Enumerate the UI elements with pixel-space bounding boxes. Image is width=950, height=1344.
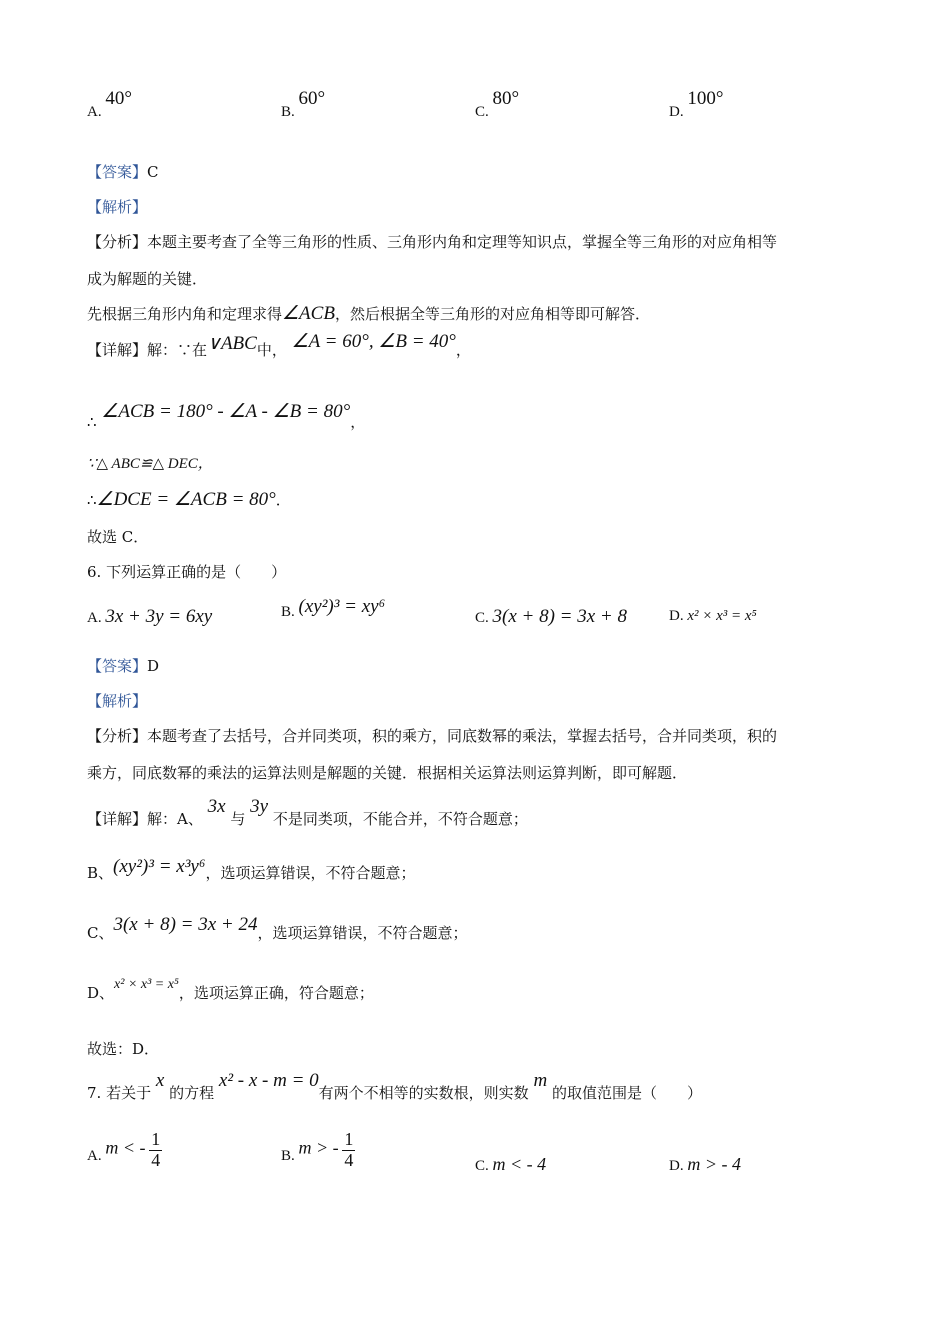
detail-text: 中， — [256, 341, 287, 359]
q5-fenxi-line2: 成为解题的关键． — [87, 270, 208, 288]
option-value: 40° — [105, 88, 132, 109]
q7-option-b — [281, 1130, 355, 1171]
math-expr: x² - x - m = 0 — [218, 1070, 319, 1091]
q7-option-a — [87, 1130, 162, 1171]
therefore-symbol: ∴ — [87, 491, 97, 509]
q6-option-c — [475, 606, 627, 628]
option-value: m > - 4 — [687, 1154, 741, 1174]
q6-stem: 6. 下列运算正确的是（ ） — [87, 563, 287, 581]
math-expr: ∠A = 60°, ∠B = 40° — [291, 331, 456, 352]
q5-fenxi-line1 — [87, 231, 777, 252]
math-expr: m — [533, 1070, 548, 1091]
option-value: 60° — [298, 88, 326, 109]
q5-analysis-tag: 【解析】 — [87, 198, 148, 216]
q5-option-c — [475, 88, 520, 122]
option-label: B. — [281, 104, 295, 120]
detail-text: ，选项运算正确，符合题意； — [178, 984, 374, 1002]
fenxi-text: ，然后根据全等三角形的对应角相等即可解答． — [334, 305, 650, 323]
detail-text: ． — [275, 491, 291, 509]
detail-text: D、 — [87, 984, 115, 1002]
option-value: 80° — [492, 88, 520, 109]
math-expr: ∠DCE = ∠ACB = 80° — [96, 489, 276, 510]
q6-detail-b — [87, 856, 416, 884]
q6-answer — [87, 655, 159, 676]
stem-text: 7. 若关于 — [87, 1084, 152, 1102]
q7-option-c — [475, 1154, 546, 1175]
option-value: 3x + 3y = 6xy — [105, 606, 213, 627]
detail-tag: 【详解】 — [87, 341, 148, 359]
q7-stem — [87, 1070, 702, 1104]
q6-fenxi-line1 — [87, 725, 777, 746]
option-value: (xy²)³ = xy⁶ — [298, 596, 386, 617]
option-label: A. — [87, 610, 102, 626]
q6-detail-c — [87, 914, 468, 944]
answer-value: D — [147, 657, 160, 675]
option-label: A. — [87, 1147, 102, 1164]
fraction — [342, 1130, 355, 1171]
fraction-denominator: 4 — [151, 1149, 161, 1170]
fenxi-text: 本题主要考查了全等三角形的性质、三角形内角和定理等知识点，掌握全等三角形的对应角相等 — [147, 233, 778, 251]
q6-detail-d — [87, 977, 374, 1003]
q6-option-d — [669, 608, 757, 625]
fenxi-text: 先根据三角形内角和定理求得 — [87, 305, 283, 323]
detail-text: ， — [455, 341, 471, 359]
q5-detail-line2 — [87, 400, 366, 431]
fraction-numerator: 1 — [344, 1129, 354, 1149]
q6-conclusion: 故选：D． — [87, 1040, 160, 1058]
option-label: B. — [281, 1147, 295, 1164]
q6-option-a — [87, 606, 212, 628]
math-expr: 3y — [250, 796, 269, 817]
q5-fenxi-line3 — [87, 302, 650, 325]
q5-conclusion: 故选 C． — [87, 528, 149, 546]
option-value: m < - 4 — [492, 1154, 547, 1174]
detail-text: 解：A、 — [147, 810, 203, 828]
stem-text: 的方程 — [169, 1084, 215, 1102]
option-value: 100° — [687, 88, 724, 109]
math-expr: x — [155, 1070, 165, 1091]
detail-text: C、 — [87, 924, 114, 942]
math-expr: (xy²)³ = x³y⁶ — [113, 856, 206, 877]
detail-text: 解：∵在 — [147, 341, 208, 359]
stem-text: 有两个不相等的实数根，则实数 — [318, 1084, 529, 1102]
q6-detail-a — [87, 796, 528, 830]
stem-text: 的取值范围是（ ） — [551, 1084, 702, 1102]
q6-fenxi-line2: 乘方，同底数幂的乘法的运算法则是解题的关键．根据相关运算法则运算判断，即可解题． — [87, 764, 688, 782]
option-label: D. — [669, 1158, 684, 1174]
math-expr: ∠ACB = 180° - ∠A - ∠B = 80° — [101, 401, 351, 422]
option-value: 3(x + 8) = 3x + 8 — [492, 606, 627, 627]
detail-tag: 【详解】 — [87, 810, 148, 828]
q7-option-d — [669, 1154, 741, 1175]
math-expr: ∵△ ABC≌△ DEC， — [87, 456, 213, 472]
q5-detail-line1 — [87, 331, 471, 361]
detail-text: B、 — [87, 864, 114, 882]
fraction — [149, 1130, 162, 1171]
option-label: C. — [475, 104, 489, 120]
q5-option-b — [281, 88, 326, 122]
option-label: C. — [475, 1158, 489, 1174]
option-label: B. — [281, 604, 295, 620]
answer-value: C — [147, 163, 159, 181]
fraction-numerator: 1 — [151, 1129, 161, 1149]
option-label: C. — [475, 610, 489, 626]
fenxi-tag: 【分析】 — [87, 233, 148, 251]
q6-analysis-tag: 【解析】 — [87, 692, 148, 710]
fenxi-text: 本题考查了去括号，合并同类项，积的乘方，同底数幂的乘法，掌握去括号，合并同类项，积的 — [147, 727, 778, 745]
option-label: D. — [669, 608, 684, 624]
detail-text: ，选项运算错误，不符合题意； — [205, 864, 416, 882]
fraction-denominator: 4 — [344, 1149, 354, 1170]
q5-option-d — [669, 88, 724, 122]
option-value: m > - — [298, 1137, 339, 1158]
fenxi-tag: 【分析】 — [87, 727, 148, 745]
option-value: x² × x³ = x⁵ — [687, 608, 757, 624]
q5-option-a — [87, 88, 132, 122]
therefore-symbol: ∴ — [87, 413, 97, 431]
answer-tag: 【答案】 — [87, 163, 148, 181]
option-value: m < - — [105, 1137, 146, 1158]
q5-detail-line4 — [87, 488, 291, 511]
math-expr: ∠ACB — [282, 303, 335, 324]
detail-text: 与 — [230, 810, 246, 828]
math-expr: x² × x³ = x⁵ — [114, 977, 179, 992]
math-expr: ∨ABC — [207, 333, 257, 354]
detail-text: ， — [350, 413, 366, 431]
detail-text: ，选项运算错误，不符合题意； — [257, 924, 468, 942]
q5-answer — [87, 161, 159, 182]
option-label: D. — [669, 104, 684, 120]
detail-text: 不是同类项，不能合并，不符合题意； — [272, 810, 528, 828]
option-label: A. — [87, 104, 102, 120]
q5-detail-line3 — [87, 452, 213, 473]
answer-tag: 【答案】 — [87, 657, 148, 675]
math-expr: 3x — [207, 796, 226, 817]
math-expr: 3(x + 8) = 3x + 24 — [113, 914, 258, 935]
q6-option-b — [281, 596, 386, 622]
